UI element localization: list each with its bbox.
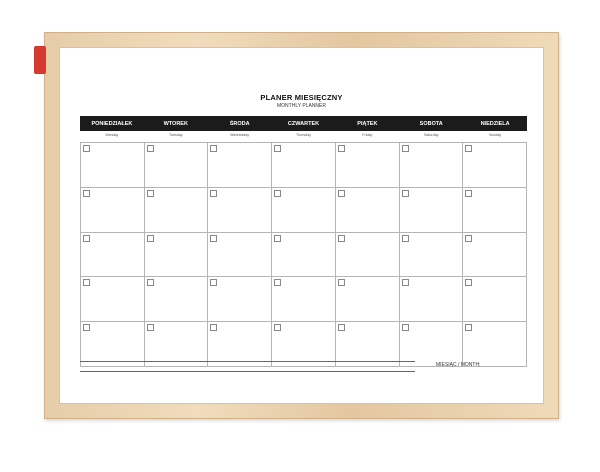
date-box[interactable] bbox=[147, 235, 154, 242]
day-cell[interactable] bbox=[463, 143, 527, 188]
date-box[interactable] bbox=[465, 279, 472, 286]
day-en-tuesday: Tuesday bbox=[168, 133, 183, 137]
day-cell[interactable] bbox=[336, 233, 400, 278]
date-box[interactable] bbox=[402, 324, 409, 331]
day-cell[interactable] bbox=[336, 277, 400, 322]
date-box[interactable] bbox=[83, 235, 90, 242]
days-english-row bbox=[80, 133, 527, 140]
calendar-grid bbox=[80, 142, 527, 367]
day-cell[interactable] bbox=[272, 233, 336, 278]
day-cell[interactable] bbox=[208, 143, 272, 188]
date-box[interactable] bbox=[338, 145, 345, 152]
day-cell[interactable] bbox=[208, 233, 272, 278]
day-en-wednesday: Wednesday bbox=[230, 133, 250, 137]
date-box[interactable] bbox=[402, 190, 409, 197]
day-cell[interactable] bbox=[463, 277, 527, 322]
day-en-saturday: Saturday bbox=[424, 133, 439, 137]
day-cell[interactable] bbox=[145, 233, 209, 278]
day-header-monday: PONIEDZIAŁEK bbox=[91, 120, 133, 127]
day-cell[interactable] bbox=[336, 188, 400, 233]
date-box[interactable] bbox=[210, 190, 217, 197]
day-cell[interactable] bbox=[272, 188, 336, 233]
planner-subtitle: MONTHLY PLANNER bbox=[277, 103, 326, 109]
date-box[interactable] bbox=[465, 190, 472, 197]
day-cell[interactable] bbox=[400, 277, 464, 322]
date-box[interactable] bbox=[338, 190, 345, 197]
date-box[interactable] bbox=[83, 190, 90, 197]
day-cell[interactable] bbox=[81, 188, 145, 233]
day-cell[interactable] bbox=[463, 322, 527, 367]
date-box[interactable] bbox=[338, 279, 345, 286]
day-cell[interactable] bbox=[336, 143, 400, 188]
date-box[interactable] bbox=[274, 235, 281, 242]
date-box[interactable] bbox=[338, 324, 345, 331]
date-box[interactable] bbox=[83, 145, 90, 152]
day-en-thursday: Thursday bbox=[296, 133, 311, 137]
day-cell[interactable] bbox=[145, 188, 209, 233]
day-header-sunday: NIEDZIELA bbox=[480, 120, 510, 127]
date-box[interactable] bbox=[402, 145, 409, 152]
day-header-tuesday: WTOREK bbox=[163, 120, 188, 127]
day-en-sunday: Sunday bbox=[488, 133, 502, 137]
date-box[interactable] bbox=[83, 279, 90, 286]
date-box[interactable] bbox=[210, 235, 217, 242]
day-cell[interactable] bbox=[463, 233, 527, 278]
day-cell[interactable] bbox=[400, 233, 464, 278]
date-box[interactable] bbox=[210, 324, 217, 331]
day-cell[interactable] bbox=[81, 233, 145, 278]
day-cell[interactable] bbox=[400, 188, 464, 233]
date-box[interactable] bbox=[274, 279, 281, 286]
date-box[interactable] bbox=[274, 324, 281, 331]
date-box[interactable] bbox=[210, 279, 217, 286]
day-cell[interactable] bbox=[400, 143, 464, 188]
day-cell[interactable] bbox=[463, 188, 527, 233]
day-cell[interactable] bbox=[208, 188, 272, 233]
day-header-thursday: CZWARTEK bbox=[287, 120, 320, 127]
brand-tag bbox=[34, 46, 46, 74]
date-box[interactable] bbox=[83, 324, 90, 331]
day-header-wednesday: ŚRODA bbox=[229, 120, 250, 127]
date-box[interactable] bbox=[147, 279, 154, 286]
day-en-monday: Monday bbox=[105, 133, 119, 137]
date-box[interactable] bbox=[402, 235, 409, 242]
notes-line[interactable] bbox=[80, 361, 415, 362]
planner-title: PLANER MIESIĘCZNY bbox=[260, 93, 343, 102]
date-box[interactable] bbox=[274, 190, 281, 197]
day-cell[interactable] bbox=[272, 277, 336, 322]
day-cell[interactable] bbox=[145, 277, 209, 322]
date-box[interactable] bbox=[147, 324, 154, 331]
day-cell[interactable] bbox=[272, 143, 336, 188]
whiteboard bbox=[59, 47, 544, 404]
day-cell[interactable] bbox=[208, 277, 272, 322]
date-box[interactable] bbox=[338, 235, 345, 242]
date-box[interactable] bbox=[465, 145, 472, 152]
day-cell[interactable] bbox=[145, 143, 209, 188]
notes-line[interactable] bbox=[80, 371, 415, 372]
day-cell[interactable] bbox=[81, 143, 145, 188]
day-header-saturday: SOBOTA bbox=[419, 120, 443, 127]
day-en-friday: Friday bbox=[362, 133, 373, 137]
wooden-frame bbox=[44, 32, 559, 419]
day-header-friday: PIĄTEK bbox=[357, 120, 378, 127]
day-cell[interactable] bbox=[81, 277, 145, 322]
date-box[interactable] bbox=[274, 145, 281, 152]
date-box[interactable] bbox=[465, 235, 472, 242]
days-header-bar bbox=[80, 116, 527, 131]
date-box[interactable] bbox=[465, 324, 472, 331]
month-label: MIESIĄC / MONTH: bbox=[436, 362, 481, 368]
date-box[interactable] bbox=[147, 145, 154, 152]
date-box[interactable] bbox=[210, 145, 217, 152]
date-box[interactable] bbox=[402, 279, 409, 286]
date-box[interactable] bbox=[147, 190, 154, 197]
